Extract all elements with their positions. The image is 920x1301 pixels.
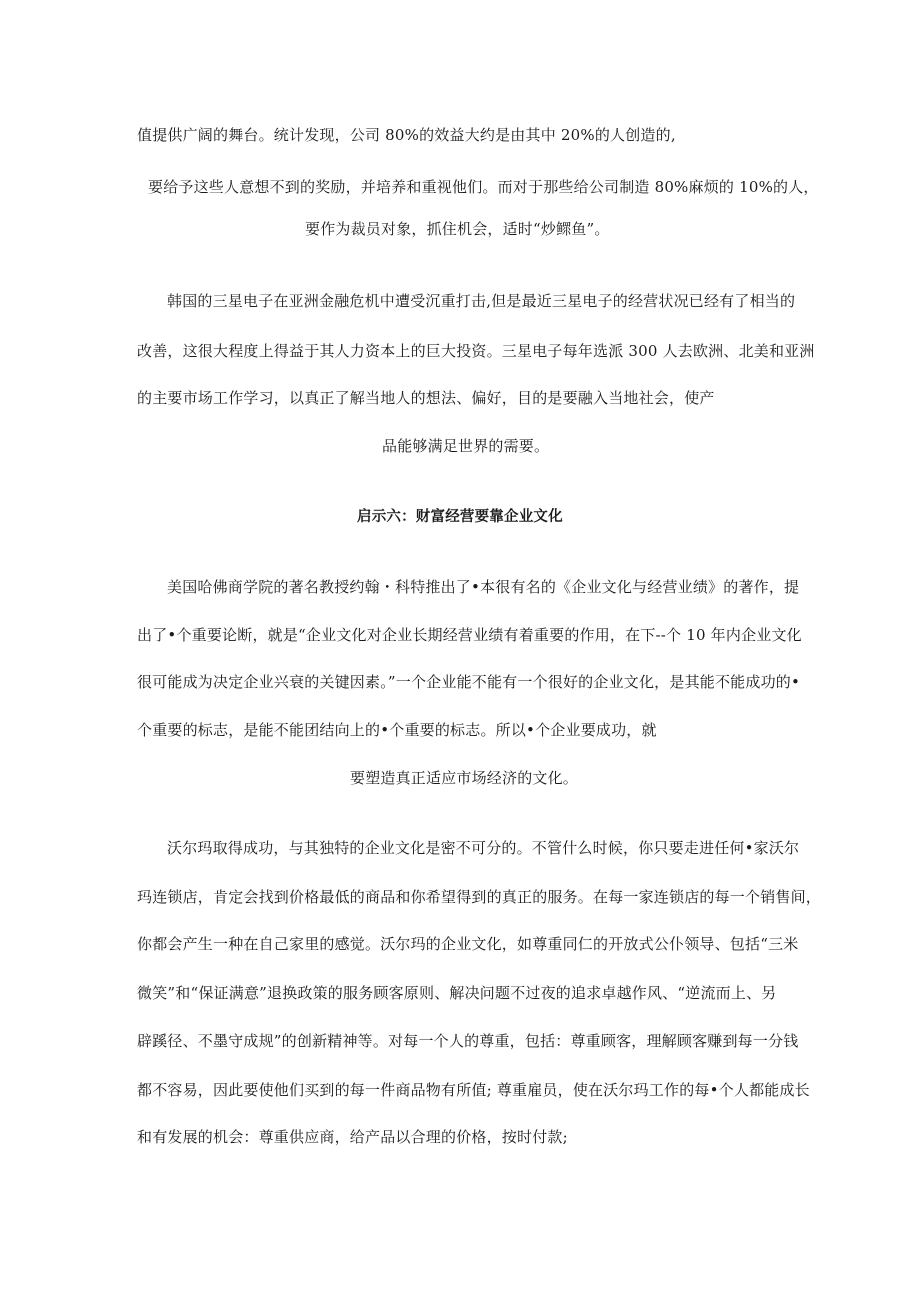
intro-line-3: 要作为裁员对象，抓住机会，适时“炒鳏鱼”。 (305, 220, 610, 238)
samsung-line-1: 韩国的三星电子在亚洲金融危机中遭受沉重打击,但是最近三星电子的经营状况已经有了相当的 (167, 292, 796, 310)
walmart-line-2: 玛连锁店，肯定会找到价格最低的商品和你希望得到的真正的服务。在每一家连锁店的每一个销售间， (137, 888, 822, 906)
walmart-line-4: 微笑”和“保证满意”退换政策的服务顾客原则、解决问题不过夜的追求卓越作风、“逆流而上、另 (137, 984, 777, 1002)
walmart-line-6: 都不容易，因此要使他们买到的每一件商品物有所值; 尊重雇员，使在沃尔玛工作的每•个人都能成长 (137, 1081, 810, 1099)
harvard-line-1: 美国哈佛商学院的著名教授约翰・科特推出了•本很有名的《企业文化与经营业绩》的著作，提 (167, 578, 800, 596)
intro-line-1: 值提供广阔的舞台。统计发现，公司 80%的效益大约是由其中 20%的人创造的, (137, 126, 676, 144)
samsung-line-2: 改善，这很大程度上得益于其人力资本上的巨大投资。三星电子每年选派 300 人去欧洲、北美和亚洲 (137, 342, 815, 360)
intro-line-2: 要给予这些人意想不到的奖励，并培养和重视他们。而对于那些给公司制造 80%麻烦的 10%的人， (148, 178, 819, 196)
walmart-line-7: 和有发展的机会：尊重供应商，给产品以合理的价格，按时付款; (137, 1128, 568, 1146)
harvard-line-2: 出了•个重要论断，就是“企业文化对企业长期经营业绩有着重要的作用，在下--个 10 年内企业文化 (137, 626, 802, 644)
section-heading: 启示六：财富经营要靠企业文化 (357, 509, 563, 525)
harvard-line-3: 很可能成为决定企业兴衰的关键因素。”一个企业能不能有一个很好的企业文化，是其能不能成功的• (137, 673, 801, 691)
samsung-line-3: 的主要市场工作学习，以真正了解当地人的想法、偏好，目的是要融入当地社会，使产 (137, 389, 715, 407)
samsung-line-4: 品能够满足世界的需要。 (382, 437, 550, 455)
harvard-line-5: 要塑造真正适应市场经济的文化。 (350, 769, 579, 787)
walmart-line-5: 辟蹊径、不墨守成规”的创新精神等。对每一个人的尊重，包括：尊重顾客，理解顾客赚到每一分钱 (137, 1032, 799, 1050)
harvard-line-4: 个重要的标志，是能不能团结向上的•个重要的标志。所以•个企业要成功，就 (137, 721, 657, 739)
walmart-line-3: 你都会产生一种在自己家里的感觉。沃尔玛的企业文化，如尊重同仁的开放式公仆领导、包括“三米 (137, 935, 799, 953)
walmart-line-1: 沃尔玛取得成功，与其独特的企业文化是密不可分的。不管什么时候，你只要走进任何•家沃尔 (167, 839, 800, 857)
